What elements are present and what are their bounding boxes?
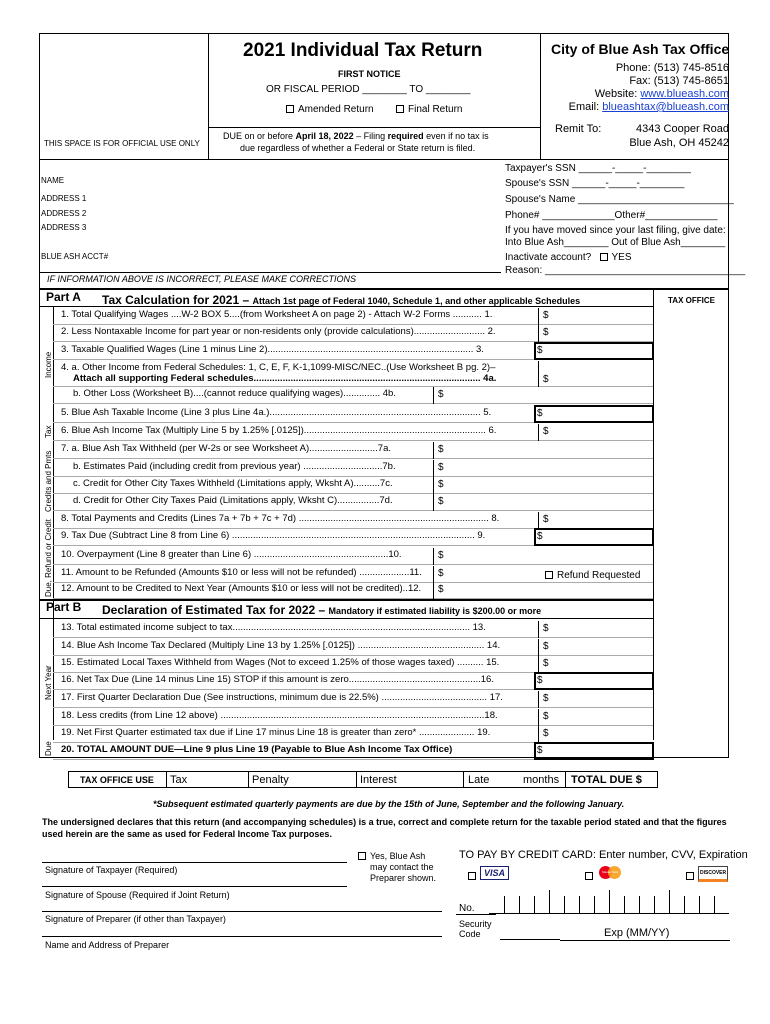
refund-requested-checkbox[interactable]: Refund Requested	[545, 570, 640, 582]
contact-preparer: Yes, Blue Ash may contact the Preparer shown.	[370, 851, 437, 883]
address-2-field[interactable]: ADDRESS 2	[41, 209, 87, 218]
partB-line-row	[53, 639, 653, 656]
office-use-sep-4	[463, 771, 464, 788]
office-use-late: Late	[468, 774, 490, 786]
amount-field[interactable]: $	[537, 531, 543, 542]
amount-column-line	[538, 424, 539, 441]
line-label: 11. Amount to be Refunded (Amounts $10 or less will not be refunded) ...................11.	[61, 567, 422, 578]
amount-field[interactable]: $	[438, 496, 444, 507]
tax-office-heading: TAX OFFICE	[668, 296, 715, 305]
line-label: 8. Total Payments and Credits (Lines 7a + 7b + 7c + 7d) ........................................................................ 8.	[61, 513, 500, 524]
amount-field[interactable]: $	[543, 728, 549, 739]
amount-column-line	[538, 325, 539, 342]
highlight-amount-box	[534, 672, 654, 690]
amount-field[interactable]: $	[543, 711, 549, 722]
first-notice: FIRST NOTICE	[338, 69, 401, 79]
exp-label[interactable]: Exp (MM/YY)	[604, 927, 670, 939]
amount-field[interactable]: $	[543, 658, 549, 669]
card-digit-divider	[714, 896, 715, 914]
address-1-field[interactable]: ADDRESS 1	[41, 194, 87, 203]
line-label: 12. Amount to be Credited to Next Year (Amounts $10 or less will not be credited)..12.	[61, 583, 422, 594]
partB-label: Part B	[46, 600, 82, 614]
amount-field[interactable]: $	[543, 310, 549, 321]
amount-field[interactable]: $	[543, 623, 549, 634]
email-link[interactable]: blueashtax@blueash.com	[602, 101, 729, 113]
security-code-field[interactable]	[500, 914, 560, 940]
office-use-sep-2	[248, 771, 249, 788]
amount-field[interactable]: $	[537, 345, 543, 356]
card-digit-divider	[594, 896, 595, 914]
line-label: 7. a. Blue Ash Tax Withheld (per W-2s or see Worksheet A)..........................7a.	[61, 443, 391, 454]
office-website: Website: www.blueash.com	[594, 88, 729, 100]
amount-column-line	[538, 656, 539, 673]
incorrect-line	[39, 272, 501, 273]
moved-line-1: If you have moved since your last filing, give date:	[505, 225, 726, 236]
partB-line-row	[53, 621, 653, 638]
partA-line-row	[53, 387, 653, 404]
inactivate-field[interactable]: Inactivate account? YES	[505, 252, 632, 263]
final-return-checkbox[interactable]: Final Return	[396, 104, 462, 116]
due-divider	[208, 127, 540, 128]
amended-return-checkbox[interactable]: Amended Return	[286, 104, 374, 116]
amount-field[interactable]: $	[438, 568, 444, 579]
card-digit-divider	[639, 896, 640, 914]
line-label: 9. Tax Due (Subtract Line 8 from Line 6) ............................................................................................ 9.	[61, 530, 486, 541]
amount-field[interactable]: $	[537, 408, 543, 419]
sig-preparer-line	[42, 911, 442, 912]
amount-column-line	[433, 387, 434, 404]
amount-field[interactable]: $	[543, 641, 549, 652]
partB-line-row	[53, 673, 653, 690]
highlight-amount-box	[534, 742, 654, 760]
moved-line-2[interactable]: Into Blue Ash________ Out of Blue Ash________	[505, 237, 726, 248]
partA-line-row	[53, 424, 653, 441]
side-due-refund: Due, Refund or Credit	[44, 519, 53, 597]
card-digit-divider	[579, 896, 580, 914]
amount-column-line	[433, 477, 434, 494]
address-3-field[interactable]: ADDRESS 3	[41, 223, 87, 232]
partA-line-row	[53, 343, 653, 360]
partA-line-row	[53, 548, 653, 565]
partA-line-row	[53, 529, 653, 546]
sig-taxpayer[interactable]: Signature of Taxpayer (Required)	[45, 865, 178, 875]
remit-label: Remit To:	[555, 123, 602, 135]
sig-taxpayer-line	[42, 862, 347, 863]
fiscal-period[interactable]: OR FISCAL PERIOD ________ TO ________	[266, 84, 471, 95]
subsequent-note: *Subsequent estimated quarterly payments are due by the 15th of June, September and the following January.	[153, 799, 625, 809]
reason-field[interactable]: Reason: ____________________________________	[505, 265, 746, 276]
amount-column-line	[538, 709, 539, 726]
name-preparer[interactable]: Name and Address of Preparer	[45, 940, 170, 950]
card-number-field[interactable]	[489, 890, 729, 914]
partB-line-row	[53, 709, 653, 726]
line-label: 16. Net Tax Due (Line 14 minus Line 15) STOP if this amount is zero..................................................16.	[61, 674, 494, 685]
partA-line-row	[53, 460, 653, 477]
office-fax: Fax: (513) 745-8651	[629, 75, 729, 87]
spouse-ssn-field[interactable]: Spouse's SSN ______-_____-________	[505, 178, 685, 189]
card-digit-divider	[564, 896, 565, 914]
card-digit-divider	[519, 896, 520, 914]
amount-field[interactable]: $	[438, 584, 444, 595]
card-digit-divider	[609, 890, 610, 914]
line-label: c. Credit for Other City Taxes Withheld (Limitations apply, Wksht A)..........7c.	[73, 478, 393, 489]
amount-column-line	[433, 566, 434, 583]
line-label: 3. Taxable Qualified Wages (Line 1 minus Line 2).............................................................................. 3.	[61, 344, 484, 355]
header-divider-right	[540, 33, 541, 159]
line-label: Attach all supporting Federal schedules...................................................................................... 4a.	[73, 373, 497, 384]
discover-option[interactable]	[686, 866, 728, 884]
amount-field[interactable]: $	[438, 479, 444, 490]
partA-line-row	[53, 325, 653, 342]
office-use-tax: Tax	[170, 774, 188, 786]
remit-line-2: Blue Ash, OH 45242	[629, 137, 729, 149]
card-digit-divider	[654, 896, 655, 914]
amount-column-line	[538, 691, 539, 708]
amount-field[interactable]: $	[438, 550, 444, 561]
partA-line-row	[53, 442, 653, 459]
partA-line-row	[53, 566, 653, 583]
office-use-label: TAX OFFICE USE	[80, 775, 154, 785]
contact-checkbox[interactable]	[358, 852, 366, 860]
exp-underline	[560, 940, 730, 941]
office-phone: Phone: (513) 745-8516	[615, 62, 729, 74]
partA-line-row	[53, 361, 653, 387]
card-digit-divider	[669, 890, 670, 914]
acct-field[interactable]: BLUE ASH ACCT#	[41, 252, 109, 261]
amount-field[interactable]: $	[537, 675, 543, 686]
office-email: Email: blueashtax@blueash.com	[568, 101, 729, 113]
card-number-underline	[456, 914, 496, 915]
card-digit-divider	[624, 896, 625, 914]
due-line-2: due regardless of whether a Federal or State return is filed.	[240, 143, 476, 153]
line-label: b. Estimates Paid (including credit from previous year) ..............................7b.	[73, 461, 396, 472]
mastercard-option[interactable]	[585, 866, 623, 884]
line-label: 15. Estimated Local Taxes Withheld from Wages (Not to exceed 1.25% of those wages taxed) .......... 15.	[61, 657, 500, 668]
remit-line-1: 4343 Cooper Road	[636, 123, 729, 135]
partB-line-row	[53, 743, 653, 760]
amount-field[interactable]: $	[537, 745, 543, 756]
phone-field[interactable]: Phone# _____________Other#_____________	[505, 210, 718, 221]
card-digit-divider	[504, 896, 505, 914]
due-line-1: DUE on or before April 18, 2022 – Filing required even if no tax is	[223, 131, 489, 141]
amount-field[interactable]: $	[543, 374, 549, 385]
highlight-amount-box	[534, 342, 654, 360]
card-digit-divider	[534, 896, 535, 914]
amount-column-line	[538, 512, 539, 529]
line-label: d. Credit for Other City Taxes Paid (Limitations apply, Wksht C)................7d.	[73, 495, 393, 506]
line-label: b. Other Loss (Worksheet B)....(cannot reduce qualifying wages).............. 4b.	[73, 388, 396, 399]
side-due-b: Due	[44, 741, 53, 756]
partA-line-row	[53, 494, 653, 511]
side-income: Income	[44, 351, 53, 378]
partA-line-row	[53, 582, 653, 599]
amount-field[interactable]: $	[438, 444, 444, 455]
highlight-amount-box	[534, 405, 654, 423]
official-use-label: THIS SPACE IS FOR OFFICIAL USE ONLY	[44, 139, 200, 148]
line-label: 18. Less credits (from Line 12 above) ....................................................................................................18.	[61, 710, 498, 721]
cc-title: TO PAY BY CREDIT CARD: Enter number, CVV, Expiration	[459, 849, 748, 861]
office-use-sep-5	[565, 771, 566, 788]
amount-column-line	[538, 726, 539, 743]
sig-spouse-line	[42, 886, 347, 887]
amount-column-line	[538, 621, 539, 638]
amount-field[interactable]: $	[543, 327, 549, 338]
line-label: 1. Total Qualifying Wages ....W-2 BOX 5....(from Worksheet A on page 2) - Attach W-2 Forms ........... 1.	[61, 309, 493, 320]
partA-top-line	[39, 288, 729, 290]
partA-line-row	[53, 512, 653, 529]
website-link[interactable]: www.blueash.com	[640, 88, 729, 100]
header-divider-left	[208, 33, 209, 159]
office-use-total: TOTAL DUE $	[571, 774, 642, 786]
line-label: 6. Blue Ash Income Tax (Multiply Line 5 by 1.25% [.0125])..................................................................... 6.	[61, 425, 497, 436]
side-credits: Credits and Pmts	[44, 450, 53, 512]
line-label: 13. Total estimated income subject to tax.......................................................................................... 13.	[61, 622, 486, 633]
partA-label: Part A	[46, 290, 81, 304]
form-title: 2021 Individual Tax Return	[243, 40, 483, 61]
partA-line-row	[53, 308, 653, 325]
amount-column-line	[433, 494, 434, 511]
header-bottom-line	[39, 159, 729, 160]
line-label: 17. First Quarter Declaration Due (See instructions, minimum due is 22.5%) ........................................ 17.	[61, 692, 503, 703]
card-digit-divider	[684, 896, 685, 914]
partB-line-row	[53, 691, 653, 708]
name-field[interactable]: NAME	[41, 176, 65, 185]
partA-header-line	[39, 306, 653, 307]
card-digit-divider	[549, 890, 550, 914]
amount-column-line	[433, 582, 434, 599]
declaration: The undersigned declares that this return (and accompanying schedules) is a true, correct and complete return for the taxable period stated and that the figures used herein are the same as used for Federal Income Tax purposes.	[42, 817, 727, 839]
amount-column-line	[538, 639, 539, 656]
line-label: 10. Overpayment (Line 8 greater than Line 6) ...................................................10.	[61, 549, 402, 560]
office-use-interest: Interest	[360, 774, 397, 786]
line-label: 20. TOTAL AMOUNT DUE—Line 9 plus Line 19 (Payable to Blue Ash Income Tax Office)	[61, 744, 453, 755]
partB-header-line	[39, 618, 653, 619]
office-use-penalty: Penalty	[252, 774, 289, 786]
security-code-label: Security Code	[459, 919, 492, 940]
name-preparer-line	[42, 936, 442, 937]
sig-preparer[interactable]: Signature of Preparer (if other than Taxpayer)	[45, 914, 226, 924]
office-use-sep-1	[166, 771, 167, 788]
side-next-year: Next Year	[44, 665, 53, 700]
line-label: 19. Net First Quarter estimated tax due if Line 17 minus Line 18 is greater than zero* ..................... 19.	[61, 727, 491, 738]
line-label: 14. Blue Ash Income Tax Declared (Multiply Line 13 by 1.25% [.0125]) ................................................ 14.	[61, 640, 501, 651]
amount-column-line	[433, 548, 434, 565]
visa-card-icon: VISA	[480, 866, 509, 880]
amount-column-line	[433, 460, 434, 477]
highlight-amount-box	[534, 528, 654, 546]
amount-field[interactable]: $	[438, 389, 444, 400]
sig-spouse[interactable]: Signature of Spouse (Required if Joint Return)	[45, 890, 230, 900]
amount-column-line	[433, 442, 434, 459]
partB-line-row	[53, 656, 653, 673]
side-tax: Tax	[44, 425, 53, 438]
ssn-field[interactable]: Taxpayer's SSN ______-_____-________	[505, 163, 691, 174]
card-number-label: No.	[459, 903, 475, 914]
visa-option[interactable]	[468, 866, 509, 884]
incorrect-note: IF INFORMATION ABOVE IS INCORRECT, PLEASE MAKE CORRECTIONS	[47, 274, 357, 284]
office-name: City of Blue Ash Tax Office	[551, 41, 730, 57]
card-digit-divider	[699, 896, 700, 914]
mastercard-icon: MasterCard	[597, 866, 623, 879]
discover-card-icon: DISCOVER	[698, 866, 728, 882]
amount-field[interactable]: $	[543, 693, 549, 704]
spouse-name-field[interactable]: Spouse's Name ____________________________	[505, 194, 734, 205]
office-use-months: months	[523, 774, 560, 786]
partA-line-row	[53, 406, 653, 423]
partB-title: Declaration of Estimated Tax for 2022 – Mandatory if estimated liability is $200.00 or more	[102, 603, 542, 617]
line-label: 2. Less Nontaxable Income for part year or non-residents only (provide calculations)........................... 2.	[61, 326, 496, 337]
partB-line-row	[53, 726, 653, 743]
partA-title: Tax Calculation for 2021 – Attach 1st page of Federal 1040, Schedule 1, and other applicable Schedules	[102, 293, 581, 307]
office-use-sep-3	[356, 771, 357, 788]
amount-field[interactable]: $	[543, 514, 549, 525]
amount-field[interactable]: $	[438, 462, 444, 473]
line-label: 4. a. Other Income from Federal Schedules: 1, C, E, F, K-1,1099-MISC/NEC..(Use Worksheet B pg. 2)–	[61, 362, 496, 373]
amount-column-line	[538, 361, 539, 387]
line-label: 5. Blue Ash Taxable Income (Line 3 plus Line 4a.)................................................................................ 5.	[61, 407, 492, 418]
amount-column-line	[538, 308, 539, 325]
amount-field[interactable]: $	[543, 426, 549, 437]
partA-line-row	[53, 477, 653, 494]
